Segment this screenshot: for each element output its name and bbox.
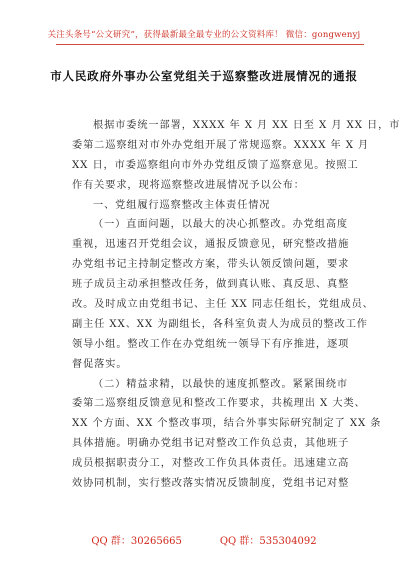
body-line: 改。及时成立由党组书记、主任 XX 同志任组长，党组成员、 <box>72 299 374 311</box>
body-line: 委第二巡察组反馈意见和整改工作要求，共梳理出 X 大类、 <box>72 398 366 410</box>
body-line: 作有关要求，现将巡察整改进展情况予以公布： <box>72 179 305 191</box>
body-line: 办党组书记主持制定整改方案，带头认领反馈问题，要求 <box>72 259 350 271</box>
body-line: 根据市委统一部署，XXXX 年 X 月 XX 日至 X 月 XX 日，市 <box>93 120 401 131</box>
qq-group-left: QQ 群：30265665 <box>91 536 182 547</box>
header-divider <box>56 44 364 45</box>
body-line: 委第二巡察组对市外办党组开展了常规巡察。XXXX 年 X 月 <box>72 139 370 151</box>
body-line: 领导小组。整改工作在办党组统一领导下有序推进，逐项 <box>72 338 350 350</box>
body-line: XX 日，市委巡察组向市外办党组反馈了巡察意见。按照工 <box>72 159 359 171</box>
document-title: 市人民政府外事办公室党组关于巡察整改进展情况的通报 <box>50 69 358 83</box>
body-line: 重视，迅速召开党组会议，通报反馈意见，研究整改措施 <box>72 239 350 251</box>
body-line: （一）直面问题，以最大的决心抓整改。办党组高度 <box>93 219 349 231</box>
qq-group-right: QQ 群：535304092 <box>219 536 317 547</box>
body-line: 具体措施。明确办党组书记对整改工作负总责，其他班子 <box>72 438 350 450</box>
body-line: 成员根据职责分工，对整改工作负具体责任。迅速建立高 <box>72 458 350 470</box>
header-notice: 关注头条号“公文研究”，获得最新最全最专业的公文资料库！ 微信：gongwenyj <box>47 30 361 40</box>
body-line: （二）精益求精，以最快的速度抓整改。紧紧围绕市 <box>93 378 349 390</box>
section-heading: 一、党组履行巡察整改主体责任情况 <box>93 199 271 211</box>
body-line: XX 个方面、XX 个整改事项，结合外事实际研究制定了 XX 条 <box>72 418 382 430</box>
footer-contact <box>0 532 408 547</box>
body-line: 副主任 XX、XX 为副组长，各科室负责人为成员的整改工作 <box>72 318 368 330</box>
body-line: 效协同机制，实行整改落实情况反馈制度，党组书记对整 <box>72 478 350 490</box>
body-line: 督促落实。 <box>72 358 128 370</box>
document-body <box>72 116 401 494</box>
body-line: 班子成员主动承担整改任务，做到真认账、真反思、真整 <box>72 279 350 291</box>
